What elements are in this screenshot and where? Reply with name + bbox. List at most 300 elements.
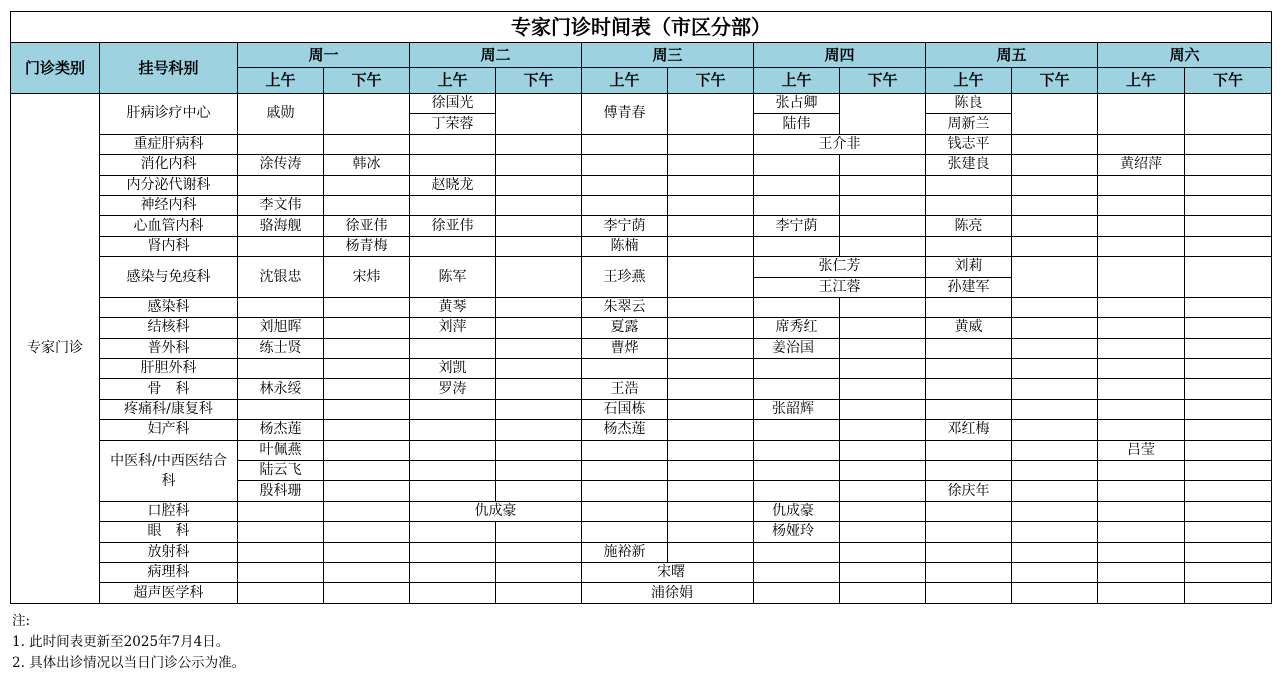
empty-cell xyxy=(1185,338,1272,358)
empty-cell xyxy=(324,175,410,195)
empty-cell xyxy=(1098,542,1185,562)
empty-cell xyxy=(1185,155,1272,175)
empty-cell xyxy=(496,522,582,542)
empty-cell xyxy=(496,481,582,501)
doctor-cell: 戚勋 xyxy=(238,94,324,135)
empty-cell xyxy=(1098,481,1185,501)
table-row xyxy=(11,501,1272,521)
empty-cell xyxy=(840,562,926,582)
department-cell: 重症肝病科 xyxy=(100,134,238,154)
header-row-days xyxy=(11,43,1272,68)
header-day-thu: 周四 xyxy=(754,43,926,68)
doctor-cell: 丁荣蓉 xyxy=(410,114,496,134)
department-cell: 内分泌代谢科 xyxy=(100,175,238,195)
empty-cell xyxy=(1012,297,1098,317)
empty-cell xyxy=(410,134,496,154)
empty-cell xyxy=(754,359,840,379)
empty-cell xyxy=(324,501,410,521)
empty-cell xyxy=(582,481,668,501)
empty-cell xyxy=(1098,420,1185,440)
empty-cell xyxy=(410,195,496,215)
empty-cell xyxy=(1012,175,1098,195)
empty-cell xyxy=(668,501,754,521)
empty-cell xyxy=(496,257,582,298)
empty-cell xyxy=(1185,236,1272,256)
empty-cell xyxy=(238,522,324,542)
doctor-cell: 陈楠 xyxy=(582,236,668,256)
empty-cell xyxy=(1185,461,1272,481)
empty-cell xyxy=(840,338,926,358)
empty-cell xyxy=(668,338,754,358)
header-pm: 下午 xyxy=(668,68,754,94)
empty-cell xyxy=(324,440,410,460)
empty-cell xyxy=(496,420,582,440)
table-row xyxy=(11,379,1272,399)
empty-cell xyxy=(1012,542,1098,562)
empty-cell xyxy=(1098,134,1185,154)
empty-cell xyxy=(324,522,410,542)
doctor-cell: 黄威 xyxy=(926,318,1012,338)
table-row xyxy=(11,399,1272,419)
empty-cell xyxy=(926,522,1012,542)
doctor-cell: 陆云飞 xyxy=(238,461,324,481)
empty-cell xyxy=(1012,522,1098,542)
empty-cell xyxy=(324,379,410,399)
empty-cell xyxy=(324,461,410,481)
empty-cell xyxy=(754,420,840,440)
doctor-cell: 王浩 xyxy=(582,379,668,399)
doctor-cell: 徐国光 xyxy=(410,94,496,114)
empty-cell xyxy=(840,297,926,317)
empty-cell xyxy=(1012,257,1098,298)
header-am: 上午 xyxy=(754,68,840,94)
notes-section xyxy=(12,611,245,674)
table-row xyxy=(11,216,1272,236)
empty-cell xyxy=(496,379,582,399)
empty-cell xyxy=(324,399,410,419)
empty-cell xyxy=(496,440,582,460)
doctor-cell: 张建良 xyxy=(926,155,1012,175)
empty-cell xyxy=(840,236,926,256)
empty-cell xyxy=(1185,216,1272,236)
header-pm: 下午 xyxy=(840,68,926,94)
doctor-cell: 傅青春 xyxy=(582,94,668,135)
department-cell: 超声医学科 xyxy=(100,583,238,603)
doctor-cell: 刘凯 xyxy=(410,359,496,379)
doctor-cell: 殷科珊 xyxy=(238,481,324,501)
empty-cell xyxy=(1185,542,1272,562)
empty-cell xyxy=(410,461,496,481)
table-row xyxy=(11,562,1272,582)
empty-cell xyxy=(324,195,410,215)
empty-cell xyxy=(1098,522,1185,542)
doctor-cell: 朱翠云 xyxy=(582,297,668,317)
table-row xyxy=(11,257,1272,277)
empty-cell xyxy=(1098,399,1185,419)
empty-cell xyxy=(840,461,926,481)
department-cell: 妇产科 xyxy=(100,420,238,440)
empty-cell xyxy=(1185,175,1272,195)
empty-cell xyxy=(496,216,582,236)
doctor-cell: 浦徐娟 xyxy=(582,583,754,603)
doctor-cell: 叶佩燕 xyxy=(238,440,324,460)
empty-cell xyxy=(496,297,582,317)
category-cell: 专家门诊 xyxy=(11,94,100,604)
empty-cell xyxy=(754,481,840,501)
empty-cell xyxy=(1185,134,1272,154)
empty-cell xyxy=(1012,562,1098,582)
department-cell: 普外科 xyxy=(100,338,238,358)
empty-cell xyxy=(926,542,1012,562)
empty-cell xyxy=(324,583,410,603)
empty-cell xyxy=(1098,338,1185,358)
empty-cell xyxy=(754,461,840,481)
empty-cell xyxy=(668,195,754,215)
empty-cell xyxy=(840,94,926,135)
doctor-cell: 林永绥 xyxy=(238,379,324,399)
empty-cell xyxy=(410,236,496,256)
doctor-cell: 邓红梅 xyxy=(926,420,1012,440)
empty-cell xyxy=(324,562,410,582)
empty-cell xyxy=(496,155,582,175)
doctor-cell: 涂传涛 xyxy=(238,155,324,175)
empty-cell xyxy=(1098,94,1185,135)
header-am: 上午 xyxy=(1098,68,1185,94)
header-department: 挂号科别 xyxy=(100,43,238,94)
empty-cell xyxy=(582,522,668,542)
empty-cell xyxy=(496,318,582,338)
title-row xyxy=(11,12,1272,43)
empty-cell xyxy=(668,399,754,419)
doctor-cell: 刘萍 xyxy=(410,318,496,338)
schedule-table xyxy=(10,11,1272,604)
empty-cell xyxy=(238,359,324,379)
doctor-cell: 张仁芳 xyxy=(754,257,926,277)
empty-cell xyxy=(668,461,754,481)
empty-cell xyxy=(496,399,582,419)
empty-cell xyxy=(1098,175,1185,195)
empty-cell xyxy=(668,379,754,399)
empty-cell xyxy=(1012,94,1098,135)
empty-cell xyxy=(410,522,496,542)
note-item: 2. 具体出诊情况以当日门诊公示为准。 xyxy=(12,655,246,671)
header-day-sat: 周六 xyxy=(1098,43,1272,68)
empty-cell xyxy=(754,379,840,399)
doctor-cell: 刘旭晖 xyxy=(238,318,324,338)
empty-cell xyxy=(1185,440,1272,460)
doctor-cell: 王江蓉 xyxy=(754,277,926,297)
doctor-cell: 孙建军 xyxy=(926,277,1012,297)
empty-cell xyxy=(324,297,410,317)
empty-cell xyxy=(840,481,926,501)
empty-cell xyxy=(1185,562,1272,582)
empty-cell xyxy=(238,236,324,256)
doctor-cell: 夏露 xyxy=(582,318,668,338)
empty-cell xyxy=(410,481,496,501)
header-pm: 下午 xyxy=(1185,68,1272,94)
empty-cell xyxy=(410,399,496,419)
doctor-cell: 黄琴 xyxy=(410,297,496,317)
table-row xyxy=(11,155,1272,175)
empty-cell xyxy=(668,134,754,154)
empty-cell xyxy=(496,94,582,135)
empty-cell xyxy=(1012,134,1098,154)
empty-cell xyxy=(668,440,754,460)
empty-cell xyxy=(1185,195,1272,215)
empty-cell xyxy=(840,318,926,338)
empty-cell xyxy=(1012,420,1098,440)
doctor-cell: 石国栋 xyxy=(582,399,668,419)
empty-cell xyxy=(1012,501,1098,521)
table-row xyxy=(11,583,1272,603)
empty-cell xyxy=(496,236,582,256)
doctor-cell: 练士贤 xyxy=(238,338,324,358)
doctor-cell: 张占卿 xyxy=(754,94,840,114)
empty-cell xyxy=(754,440,840,460)
department-cell: 结核科 xyxy=(100,318,238,338)
empty-cell xyxy=(1098,257,1185,298)
empty-cell xyxy=(668,542,754,562)
empty-cell xyxy=(1098,216,1185,236)
empty-cell xyxy=(926,195,1012,215)
table-row xyxy=(11,338,1272,358)
empty-cell xyxy=(410,155,496,175)
department-cell: 神经内科 xyxy=(100,195,238,215)
doctor-cell: 施裕新 xyxy=(582,542,668,562)
doctor-cell: 张韶辉 xyxy=(754,399,840,419)
doctor-cell: 曹烨 xyxy=(582,338,668,358)
empty-cell xyxy=(238,501,324,521)
department-cell: 心血管内科 xyxy=(100,216,238,236)
doctor-cell: 杨杰莲 xyxy=(238,420,324,440)
empty-cell xyxy=(324,420,410,440)
header-day-mon: 周一 xyxy=(238,43,410,68)
header-pm: 下午 xyxy=(324,68,410,94)
empty-cell xyxy=(1185,359,1272,379)
empty-cell xyxy=(1012,236,1098,256)
empty-cell xyxy=(496,583,582,603)
table-row xyxy=(11,134,1272,154)
doctor-cell: 王珍燕 xyxy=(582,257,668,298)
empty-cell xyxy=(238,297,324,317)
empty-cell xyxy=(840,440,926,460)
empty-cell xyxy=(1012,583,1098,603)
table-row xyxy=(11,318,1272,338)
empty-cell xyxy=(496,562,582,582)
empty-cell xyxy=(1012,440,1098,460)
empty-cell xyxy=(840,359,926,379)
table-row xyxy=(11,94,1272,114)
doctor-cell: 李文伟 xyxy=(238,195,324,215)
doctor-cell: 钱志平 xyxy=(926,134,1012,154)
empty-cell xyxy=(324,318,410,338)
empty-cell xyxy=(754,297,840,317)
doctor-cell: 宋炜 xyxy=(324,257,410,298)
empty-cell xyxy=(1098,359,1185,379)
department-cell: 眼 科 xyxy=(100,522,238,542)
empty-cell xyxy=(840,420,926,440)
empty-cell xyxy=(668,175,754,195)
empty-cell xyxy=(1012,461,1098,481)
empty-cell xyxy=(1098,236,1185,256)
empty-cell xyxy=(668,257,754,298)
empty-cell xyxy=(238,562,324,582)
empty-cell xyxy=(582,155,668,175)
doctor-cell: 杨青梅 xyxy=(324,236,410,256)
department-cell: 中医科/中西医结合科 xyxy=(100,440,238,501)
empty-cell xyxy=(840,522,926,542)
empty-cell xyxy=(840,501,926,521)
empty-cell xyxy=(324,338,410,358)
doctor-cell: 吕莹 xyxy=(1098,440,1185,460)
doctor-cell: 徐亚伟 xyxy=(410,216,496,236)
empty-cell xyxy=(410,338,496,358)
empty-cell xyxy=(496,542,582,562)
empty-cell xyxy=(410,583,496,603)
empty-cell xyxy=(1012,379,1098,399)
empty-cell xyxy=(1185,297,1272,317)
doctor-cell: 仇成豪 xyxy=(410,501,582,521)
doctor-cell: 罗涛 xyxy=(410,379,496,399)
department-cell: 放射科 xyxy=(100,542,238,562)
empty-cell xyxy=(1098,501,1185,521)
doctor-cell: 黄绍萍 xyxy=(1098,155,1185,175)
empty-cell xyxy=(496,175,582,195)
header-day-wed: 周三 xyxy=(582,43,754,68)
doctor-cell: 王介非 xyxy=(754,134,926,154)
header-pm: 下午 xyxy=(496,68,582,94)
doctor-cell: 沈银忠 xyxy=(238,257,324,298)
doctor-cell: 陆伟 xyxy=(754,114,840,134)
table-row xyxy=(11,440,1272,460)
empty-cell xyxy=(582,461,668,481)
empty-cell xyxy=(754,583,840,603)
empty-cell xyxy=(754,542,840,562)
doctor-cell: 徐亚伟 xyxy=(324,216,410,236)
empty-cell xyxy=(324,542,410,562)
empty-cell xyxy=(410,562,496,582)
doctor-cell: 李宁荫 xyxy=(754,216,840,236)
empty-cell xyxy=(926,501,1012,521)
empty-cell xyxy=(668,359,754,379)
empty-cell xyxy=(754,155,840,175)
doctor-cell: 杨杰莲 xyxy=(582,420,668,440)
empty-cell xyxy=(1185,420,1272,440)
empty-cell xyxy=(238,399,324,419)
empty-cell xyxy=(754,195,840,215)
empty-cell xyxy=(668,522,754,542)
empty-cell xyxy=(754,175,840,195)
empty-cell xyxy=(1185,522,1272,542)
empty-cell xyxy=(582,501,668,521)
note-item: 1. 此时间表更新至2025年7月4日。 xyxy=(12,634,230,650)
empty-cell xyxy=(1098,562,1185,582)
empty-cell xyxy=(324,481,410,501)
empty-cell xyxy=(496,195,582,215)
empty-cell xyxy=(754,562,840,582)
doctor-cell: 杨娅玲 xyxy=(754,522,840,542)
empty-cell xyxy=(1185,583,1272,603)
empty-cell xyxy=(840,399,926,419)
doctor-cell: 李宁荫 xyxy=(582,216,668,236)
empty-cell xyxy=(1185,501,1272,521)
empty-cell xyxy=(582,195,668,215)
header-am: 上午 xyxy=(926,68,1012,94)
empty-cell xyxy=(926,440,1012,460)
department-cell: 肝病诊疗中心 xyxy=(100,94,238,135)
empty-cell xyxy=(1185,379,1272,399)
empty-cell xyxy=(1185,318,1272,338)
empty-cell xyxy=(1098,461,1185,481)
empty-cell xyxy=(754,236,840,256)
empty-cell xyxy=(410,440,496,460)
empty-cell xyxy=(840,155,926,175)
header-category: 门诊类别 xyxy=(11,43,100,94)
header-am: 上午 xyxy=(410,68,496,94)
table-row xyxy=(11,175,1272,195)
header-day-tue: 周二 xyxy=(410,43,582,68)
table-row xyxy=(11,542,1272,562)
empty-cell xyxy=(1098,379,1185,399)
header-day-fri: 周五 xyxy=(926,43,1098,68)
empty-cell xyxy=(926,562,1012,582)
empty-cell xyxy=(582,359,668,379)
doctor-cell: 骆海舰 xyxy=(238,216,324,236)
empty-cell xyxy=(668,420,754,440)
empty-cell xyxy=(840,542,926,562)
department-cell: 口腔科 xyxy=(100,501,238,521)
empty-cell xyxy=(1185,399,1272,419)
empty-cell xyxy=(926,297,1012,317)
doctor-cell: 赵晓龙 xyxy=(410,175,496,195)
doctor-cell: 陈良 xyxy=(926,94,1012,114)
empty-cell xyxy=(238,134,324,154)
header-pm: 下午 xyxy=(1012,68,1098,94)
empty-cell xyxy=(1185,94,1272,135)
empty-cell xyxy=(410,542,496,562)
empty-cell xyxy=(582,175,668,195)
doctor-cell: 姜治国 xyxy=(754,338,840,358)
empty-cell xyxy=(1012,399,1098,419)
empty-cell xyxy=(840,583,926,603)
table-row xyxy=(11,420,1272,440)
doctor-cell: 徐庆年 xyxy=(926,481,1012,501)
department-cell: 疼痛科/康复科 xyxy=(100,399,238,419)
empty-cell xyxy=(1012,155,1098,175)
empty-cell xyxy=(840,175,926,195)
table-row xyxy=(11,359,1272,379)
empty-cell xyxy=(1185,481,1272,501)
empty-cell xyxy=(496,338,582,358)
department-cell: 感染科 xyxy=(100,297,238,317)
empty-cell xyxy=(1012,318,1098,338)
department-cell: 感染与免疫科 xyxy=(100,257,238,298)
empty-cell xyxy=(926,379,1012,399)
table-row xyxy=(11,236,1272,256)
empty-cell xyxy=(496,461,582,481)
empty-cell xyxy=(238,583,324,603)
doctor-cell: 陈军 xyxy=(410,257,496,298)
empty-cell xyxy=(840,216,926,236)
empty-cell xyxy=(926,461,1012,481)
empty-cell xyxy=(668,216,754,236)
empty-cell xyxy=(238,542,324,562)
empty-cell xyxy=(668,297,754,317)
doctor-cell: 仇成豪 xyxy=(754,501,840,521)
department-cell: 肾内科 xyxy=(100,236,238,256)
empty-cell xyxy=(1098,297,1185,317)
doctor-cell: 陈亮 xyxy=(926,216,1012,236)
